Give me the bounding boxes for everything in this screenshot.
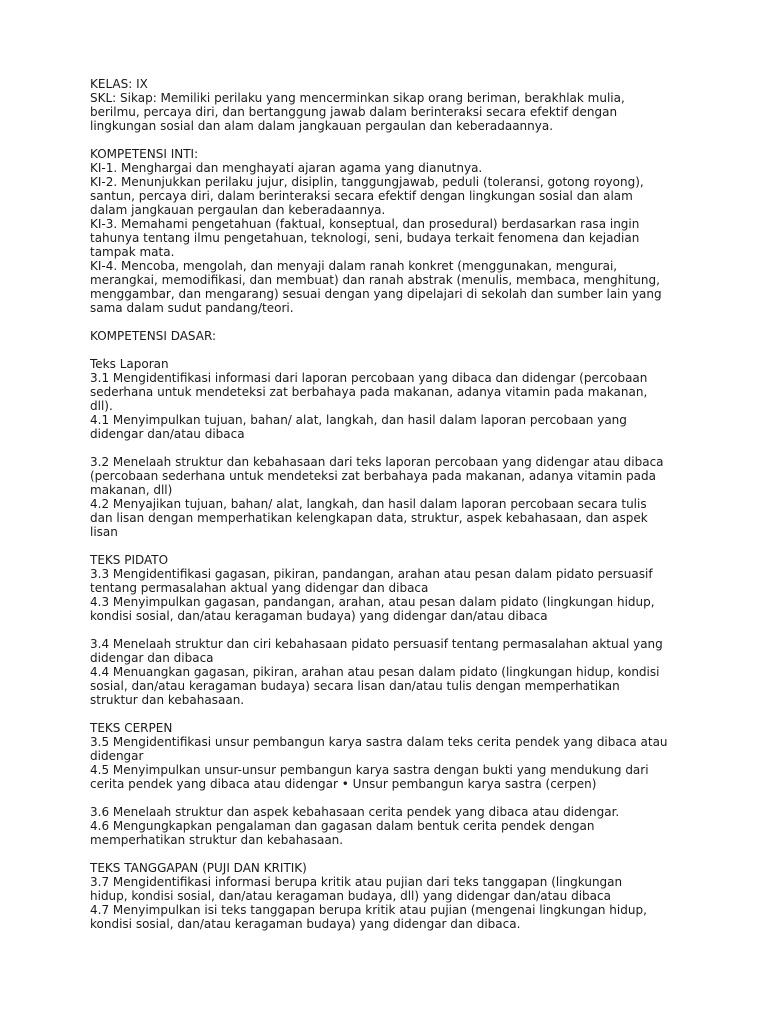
kd-line: 3.3 Mengidentifikasi gagasan, pikiran, pandangan, arahan atau pesan dalam pidato persuasif — [90, 567, 653, 581]
kd-line: hidup, kondisi sosial, dan/atau keragaman budaya, dll) yang didengar dan/atau dibaca — [90, 889, 611, 903]
ki-line: merangkai, memodifikasi, dan membuat) dan ranah abstrak (menulis, membaca, menghitung, — [90, 273, 660, 287]
section-title: TEKS TANGGAPAN (PUJI DAN KRITIK) — [90, 861, 307, 875]
kd-line: 3.1 Mengidentifikasi informasi dari laporan percobaan yang dibaca dan didengar (percobaan — [90, 371, 648, 385]
ki-line: dalam jangkauan pergaulan dan keberadaannya. — [90, 203, 386, 217]
document-body — [90, 77, 708, 931]
ki-heading: KOMPETENSI INTI: — [90, 147, 199, 161]
kelas-line: KELAS: IX — [90, 77, 148, 91]
ki-line: tampak mata. — [90, 245, 175, 259]
kd-line: sosial, dan/atau keragaman budaya) secara lisan dan/atau tulis dengan memperhatikan — [90, 679, 620, 693]
kd-heading: KOMPETENSI DASAR: — [90, 329, 216, 343]
section-title: Teks Laporan — [90, 357, 169, 371]
kd-line: 3.2 Menelaah struktur dan kebahasaan dari teks laporan percobaan yang didengar atau dibaca — [90, 455, 664, 469]
kd-line: 4.6 Mengungkapkan pengalaman dan gagasan dalam bentuk cerita pendek dengan — [90, 819, 595, 833]
skl-line: lingkungan sosial dan alam dalam jangkauan pergaulan dan keberadaannya. — [90, 119, 554, 133]
kd-line: dan lisan dengan memperhatikan kelengkapan data, struktur, aspek kebahasaan, dan aspek — [90, 511, 648, 525]
ki-line: santun, percaya diri, dalam berinteraksi secara efektif dengan lingkungan sosial dan alam — [90, 189, 633, 203]
kd-line: lisan — [90, 525, 118, 539]
skl-line: berilmu, percaya diri, dan bertanggung jawab dalam berinteraksi secara efektif dengan — [90, 105, 618, 119]
skl-line: SKL: Sikap: Memiliki perilaku yang mencerminkan sikap orang beriman, berakhlak mulia, — [90, 91, 625, 105]
kd-line: kondisi sosial, dan/atau keragaman budaya) yang didengar dan dibaca. — [90, 917, 521, 931]
kd-line: 3.5 Mengidentifikasi unsur pembangun karya sastra dalam teks cerita pendek yang dibaca atau — [90, 735, 668, 749]
kd-line: kondisi sosial, dan/atau keragaman budaya) yang didengar dan/atau dibaca — [90, 609, 548, 623]
kd-line: 3.6 Menelaah struktur dan aspek kebahasaan cerita pendek yang dibaca atau didengar. — [90, 805, 620, 819]
kd-line: didengar — [90, 749, 144, 763]
ki-line: KI-2. Menunjukkan perilaku jujur, disiplin, tanggungjawab, peduli (toleransi, gotong royong), — [90, 175, 644, 189]
ki-line: menggambar, dan mengarang) sesuai dengan yang dipelajari di sekolah dan sumber lain yang — [90, 287, 662, 301]
kd-line: tentang permasalahan aktual yang didengar dan dibaca — [90, 581, 429, 595]
kd-line: cerita pendek yang dibaca atau didengar • Unsur pembangun karya sastra (cerpen) — [90, 777, 597, 791]
kd-line: didengar dan dibaca — [90, 651, 214, 665]
kd-line: 4.7 Menyimpulkan isi teks tanggapan berupa kritik atau pujian (mengenai lingkungan hidup, — [90, 903, 647, 917]
kd-line: sederhana untuk mendeteksi zat berbahaya pada makanan, adanya vitamin pada makanan, — [90, 385, 648, 399]
kd-line: memperhatikan struktur dan kebahasaan. — [90, 833, 344, 847]
kd-line: didengar dan/atau dibaca — [90, 427, 245, 441]
ki-line: KI-1. Menghargai dan menghayati ajaran agama yang dianutnya. — [90, 161, 483, 175]
kd-line: 4.4 Menuangkan gagasan, pikiran, arahan atau pesan dalam pidato (lingkungan hidup, kondisi — [90, 665, 660, 679]
kd-line: 4.1 Menyimpulkan tujuan, bahan/ alat, langkah, dan hasil dalam laporan percobaan yang — [90, 413, 627, 427]
kd-line: makanan, dll) — [90, 483, 173, 497]
kd-line: 3.4 Menelaah struktur dan ciri kebahasaan pidato persuasif tentang permasalahan aktual yang — [90, 637, 663, 651]
ki-line: sama dalam sudut pandang/teori. — [90, 301, 294, 315]
kd-line: (percobaan sederhana untuk mendeteksi zat berbahaya pada makanan, adanya vitamin pada — [90, 469, 656, 483]
kd-line: struktur dan kebahasaan. — [90, 693, 245, 707]
kd-line: dll). — [90, 399, 113, 413]
kd-line: 4.2 Menyajikan tujuan, bahan/ alat, langkah, dan hasil dalam laporan percobaan secara tulis — [90, 497, 647, 511]
ki-line: KI-3. Memahami pengetahuan (faktual, konseptual, dan prosedural) berdasarkan rasa ingin — [90, 217, 640, 231]
kd-line: 4.3 Menyimpulkan gagasan, pandangan, arahan, atau pesan dalam pidato (lingkungan hidup, — [90, 595, 655, 609]
section-title: TEKS PIDATO — [90, 553, 169, 567]
kd-line: 4.5 Menyimpulkan unsur-unsur pembangun karya sastra dengan bukti yang mendukung dari — [90, 763, 649, 777]
ki-line: KI-4. Mencoba, mengolah, dan menyaji dalam ranah konkret (menggunakan, mengurai, — [90, 259, 618, 273]
kd-line: 3.7 Mengidentifikasi informasi berupa kritik atau pujian dari teks tanggapan (lingkungan — [90, 875, 623, 889]
section-title: TEKS CERPEN — [90, 721, 173, 735]
ki-line: tahunya tentang ilmu pengetahuan, teknologi, seni, budaya terkait fenomena dan kejadian — [90, 231, 640, 245]
